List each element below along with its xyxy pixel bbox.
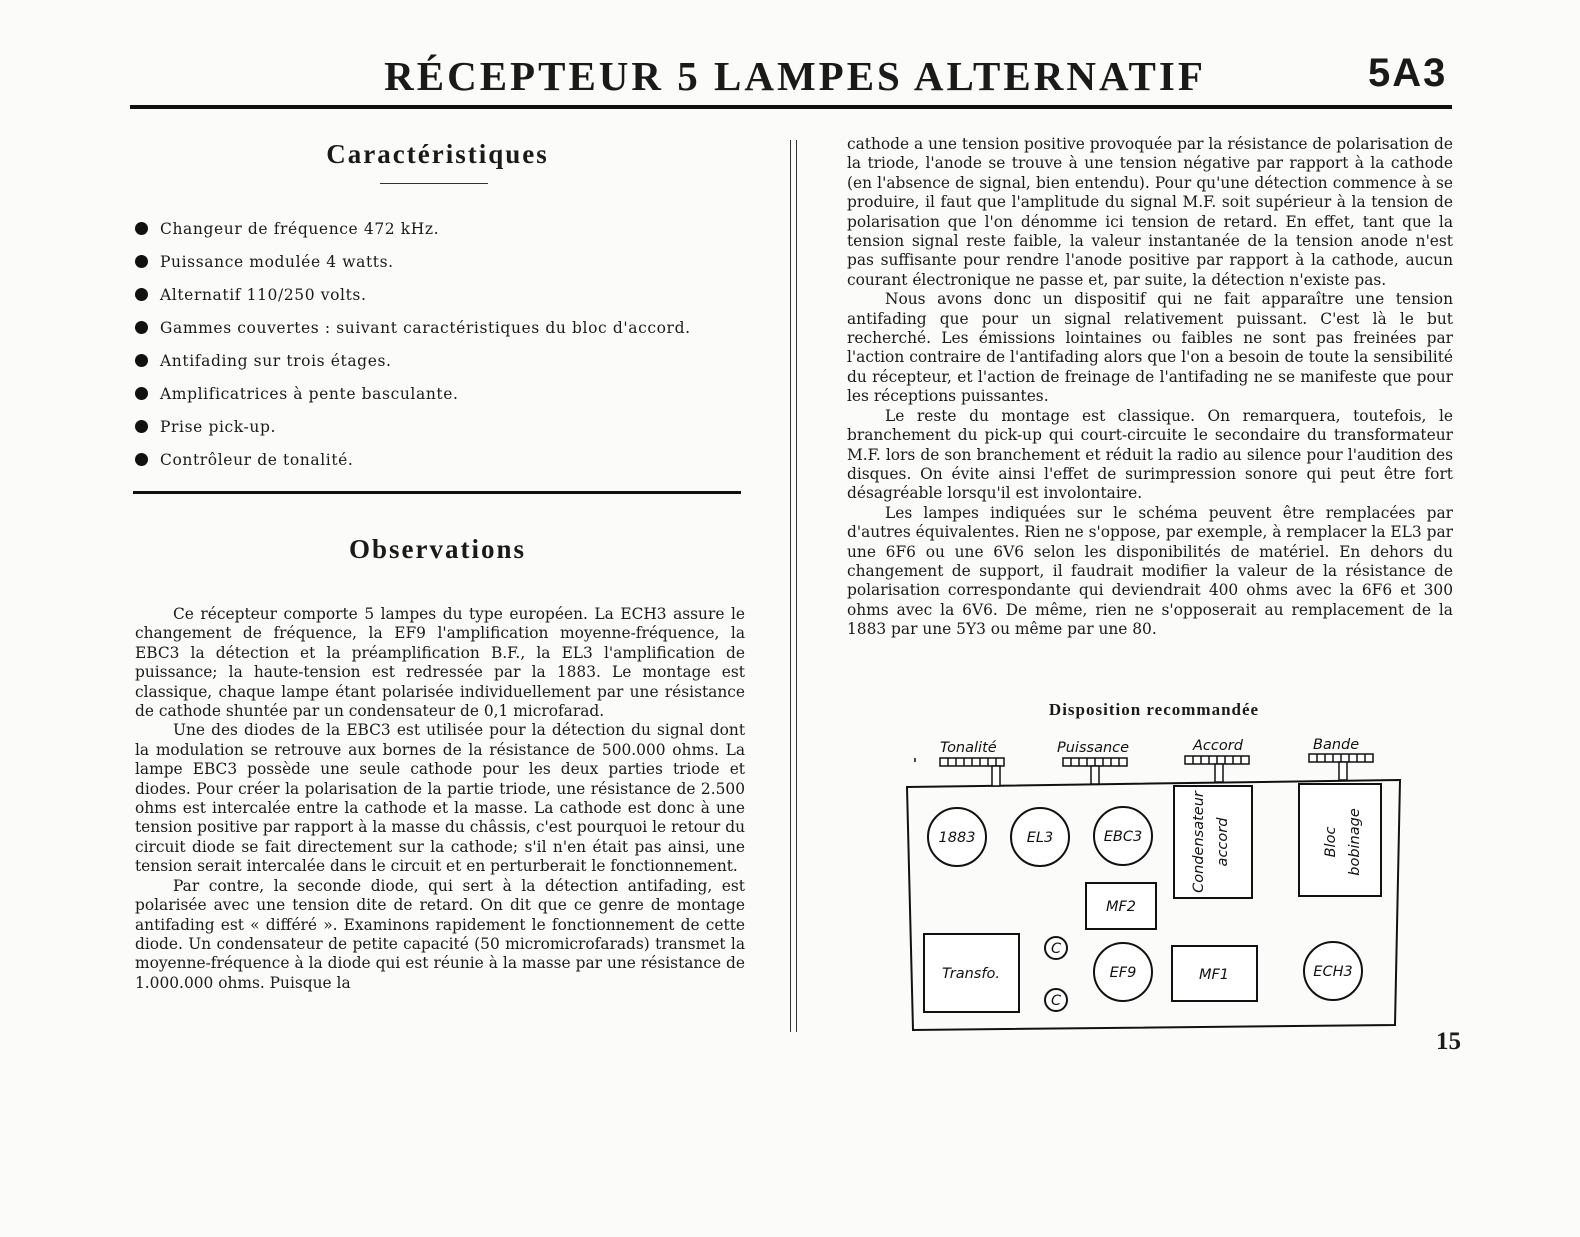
list-item xyxy=(133,278,741,311)
chassis-layout-diagram xyxy=(905,730,1410,1035)
bullet-icon xyxy=(135,387,148,400)
bullet-icon xyxy=(135,420,148,433)
list-item xyxy=(133,377,741,410)
paragraph: Une des diodes de la EBC3 est utilisée pour la détection du signal dont la modulation se retrouve aux bornes de la résistance de 500.000 ohms. La lampe EBC3 possède une seule cathode pour les deux parties triode et diodes. Pour créer la polarisation de la partie triode, une résistance de 2.500 ohms est intercalée entre la cathode et la masse. La cathode est donc à une tension positive par rapport à la masse du châssis, c'est pourquoi le retour du circuit diode se fait directement sur la cathode; s'il n'en était pas ainsi, une tension serait intercalée dans le circuit et en perturberait le fonctionnement. xyxy=(135,721,745,876)
transfo-label: Transfo. xyxy=(942,966,1000,982)
list-item xyxy=(133,311,741,344)
list-item xyxy=(133,443,741,476)
bullet-icon xyxy=(135,222,148,235)
paragraph: Les lampes indiquées sur le schéma peuvent être remplacées par d'autres équivalentes. Rien ne s'oppose, par exemple, à remplacer la EL3 par une 6F6 ou une 6V6 selon les disponibilités de matériel. En dehors du changement de support, il faudrait modifier la valeur de la résistance de polarisation correspondante qui deviendrait 400 ohms avec la 6F6 et 300 ohms avec la 6V6. De même, rien ne s'opposerait au remplacement de la 1883 par une 5Y3 ou même par une 80. xyxy=(847,503,1453,639)
bullet-icon xyxy=(135,255,148,268)
knob-tonalite xyxy=(940,758,1004,786)
paragraph: Le reste du montage est classique. On remarquera, toutefois, le branchement du pick-up qui court-circuite le secondaire du transformateur M.F. lors de son branchement et réduit la radio au silence pour l'audition des disques. On évite ainsi l'effet de surimpression sonore qui peut être fort désagréable lorsqu'il est involontaire. xyxy=(847,406,1453,503)
condensateur-label: accord xyxy=(1215,817,1231,867)
diagram-title: Disposition recommandée xyxy=(1048,700,1260,719)
list-item xyxy=(133,245,741,278)
mf1-label: MF1 xyxy=(1198,967,1230,983)
list-item xyxy=(133,344,741,377)
feature-text: Prise pick-up. xyxy=(160,417,276,436)
model-code: 5A3 xyxy=(1368,51,1448,95)
control-label-accord: Accord xyxy=(1193,738,1243,754)
feature-text: Puissance modulée 4 watts. xyxy=(160,252,394,271)
right-column-text xyxy=(847,135,1453,640)
bloc-label: bobinage xyxy=(1347,808,1363,876)
header-rule xyxy=(130,105,1452,109)
list-item xyxy=(133,212,741,245)
bullet-icon xyxy=(135,453,148,466)
feature-text: Changeur de fréquence 472 kHz. xyxy=(160,219,440,238)
page-title: RÉCEPTEUR 5 LAMPES ALTERNATIF xyxy=(384,53,1206,99)
feature-text: Antifading sur trois étages. xyxy=(160,351,392,370)
tube-label-el3: EL3 xyxy=(1026,830,1054,846)
tube-label-ech3: ECH3 xyxy=(1313,964,1353,980)
bloc-bobinage xyxy=(1299,784,1381,896)
condensateur-label: Condensateur xyxy=(1191,791,1207,893)
paragraph: Nous avons donc un dispositif qui ne fait apparaître une tension antifading que pour un signal relativement puissant. C'est là le but recherché. Les émissions lointaines ou faibles ne sont pas freinées par l'action contraire de l'antifading alors que l'on a besoin de toute la sensibilité du récepteur, et l'action de freinage de l'antifading ne se manifeste que pour les réceptions puissantes. xyxy=(847,290,1453,406)
observations-text xyxy=(135,605,745,993)
capacitor-label: C xyxy=(1050,941,1062,957)
tube-label-ebc3: EBC3 xyxy=(1103,829,1143,845)
bullet-icon xyxy=(135,321,148,334)
column-divider xyxy=(796,140,797,1032)
paragraph: Par contre, la seconde diode, qui sert à la détection antifading, est polarisée avec une tension dite de retard. On dit que ce genre de montage antifading est « différé ». Examinons rapidement le fonctionnement de cette diode. Un condensateur de petite capacité (50 micromicrofarads) transmet la moyenne-fréquence à la diode qui est réunie à la masse par une résistance de 1.000.000 ohms. Puisque la xyxy=(135,876,745,992)
condensateur-accord xyxy=(1174,786,1252,898)
control-label-puissance: Puissance xyxy=(1057,740,1130,756)
knob-puissance xyxy=(1063,758,1127,784)
title-underline xyxy=(380,183,488,184)
feature-text: Gammes couvertes : suivant caractéristiques du bloc d'accord. xyxy=(160,318,691,337)
bullet-icon xyxy=(135,288,148,301)
page-number: 15 xyxy=(1436,1028,1461,1055)
column-divider xyxy=(790,140,791,1032)
tube-label-ef9: EF9 xyxy=(1109,965,1137,981)
control-label-tonalite: Tonalité xyxy=(940,740,997,756)
bloc-label: Bloc xyxy=(1323,826,1339,858)
feature-list xyxy=(133,212,741,476)
feature-text: Contrôleur de tonalité. xyxy=(160,450,354,469)
mf2-label: MF2 xyxy=(1105,899,1137,915)
section-title-caracteristiques: Caractéristiques xyxy=(326,139,549,169)
knob-accord xyxy=(1185,756,1249,782)
paragraph: Ce récepteur comporte 5 lampes du type européen. La ECH3 assure le changement de fréquence, la EF9 l'amplification moyenne-fréquence, la EBC3 la détection et la préamplification B.F., la EL3 l'amplification de puissance; la haute-tension est redressée par la 1883. Le montage est classique, chaque lampe étant polarisée individuellement par une résistance de cathode shuntée par un condensateur de 0,1 microfarad. xyxy=(135,605,745,721)
feature-text: Amplificatrices à pente basculante. xyxy=(160,384,459,403)
control-label-bande: Bande xyxy=(1313,737,1360,753)
knob-bande xyxy=(1309,754,1373,780)
tube-label-1883: 1883 xyxy=(938,830,976,846)
paragraph-continuation: cathode a une tension positive provoquée par la résistance de polarisation de la triode, l'anode se trouve à une tension négative par rapport à la cathode (en l'absence de signal, bien entendu). Pour qu'une détection commence à se produire, il faut que l'amplitude du signal M.F. soit supérieur à la tension de polarisation que l'on dénomme ici tension de retard. En effet, tant que la tension signal reste faible, la valeur instantanée de la tension anode n'est pas suffisante pour rendre l'anode positive par rapport à la cathode, aucun courant électronique ne passe et, par suite, la détection n'existe pas. xyxy=(847,135,1453,289)
section-divider xyxy=(133,491,741,494)
capacitor-label: C xyxy=(1050,993,1062,1009)
bullet-icon xyxy=(135,354,148,367)
list-item xyxy=(133,410,741,443)
feature-text: Alternatif 110/250 volts. xyxy=(160,285,367,304)
section-title-observations: Observations xyxy=(348,534,526,564)
